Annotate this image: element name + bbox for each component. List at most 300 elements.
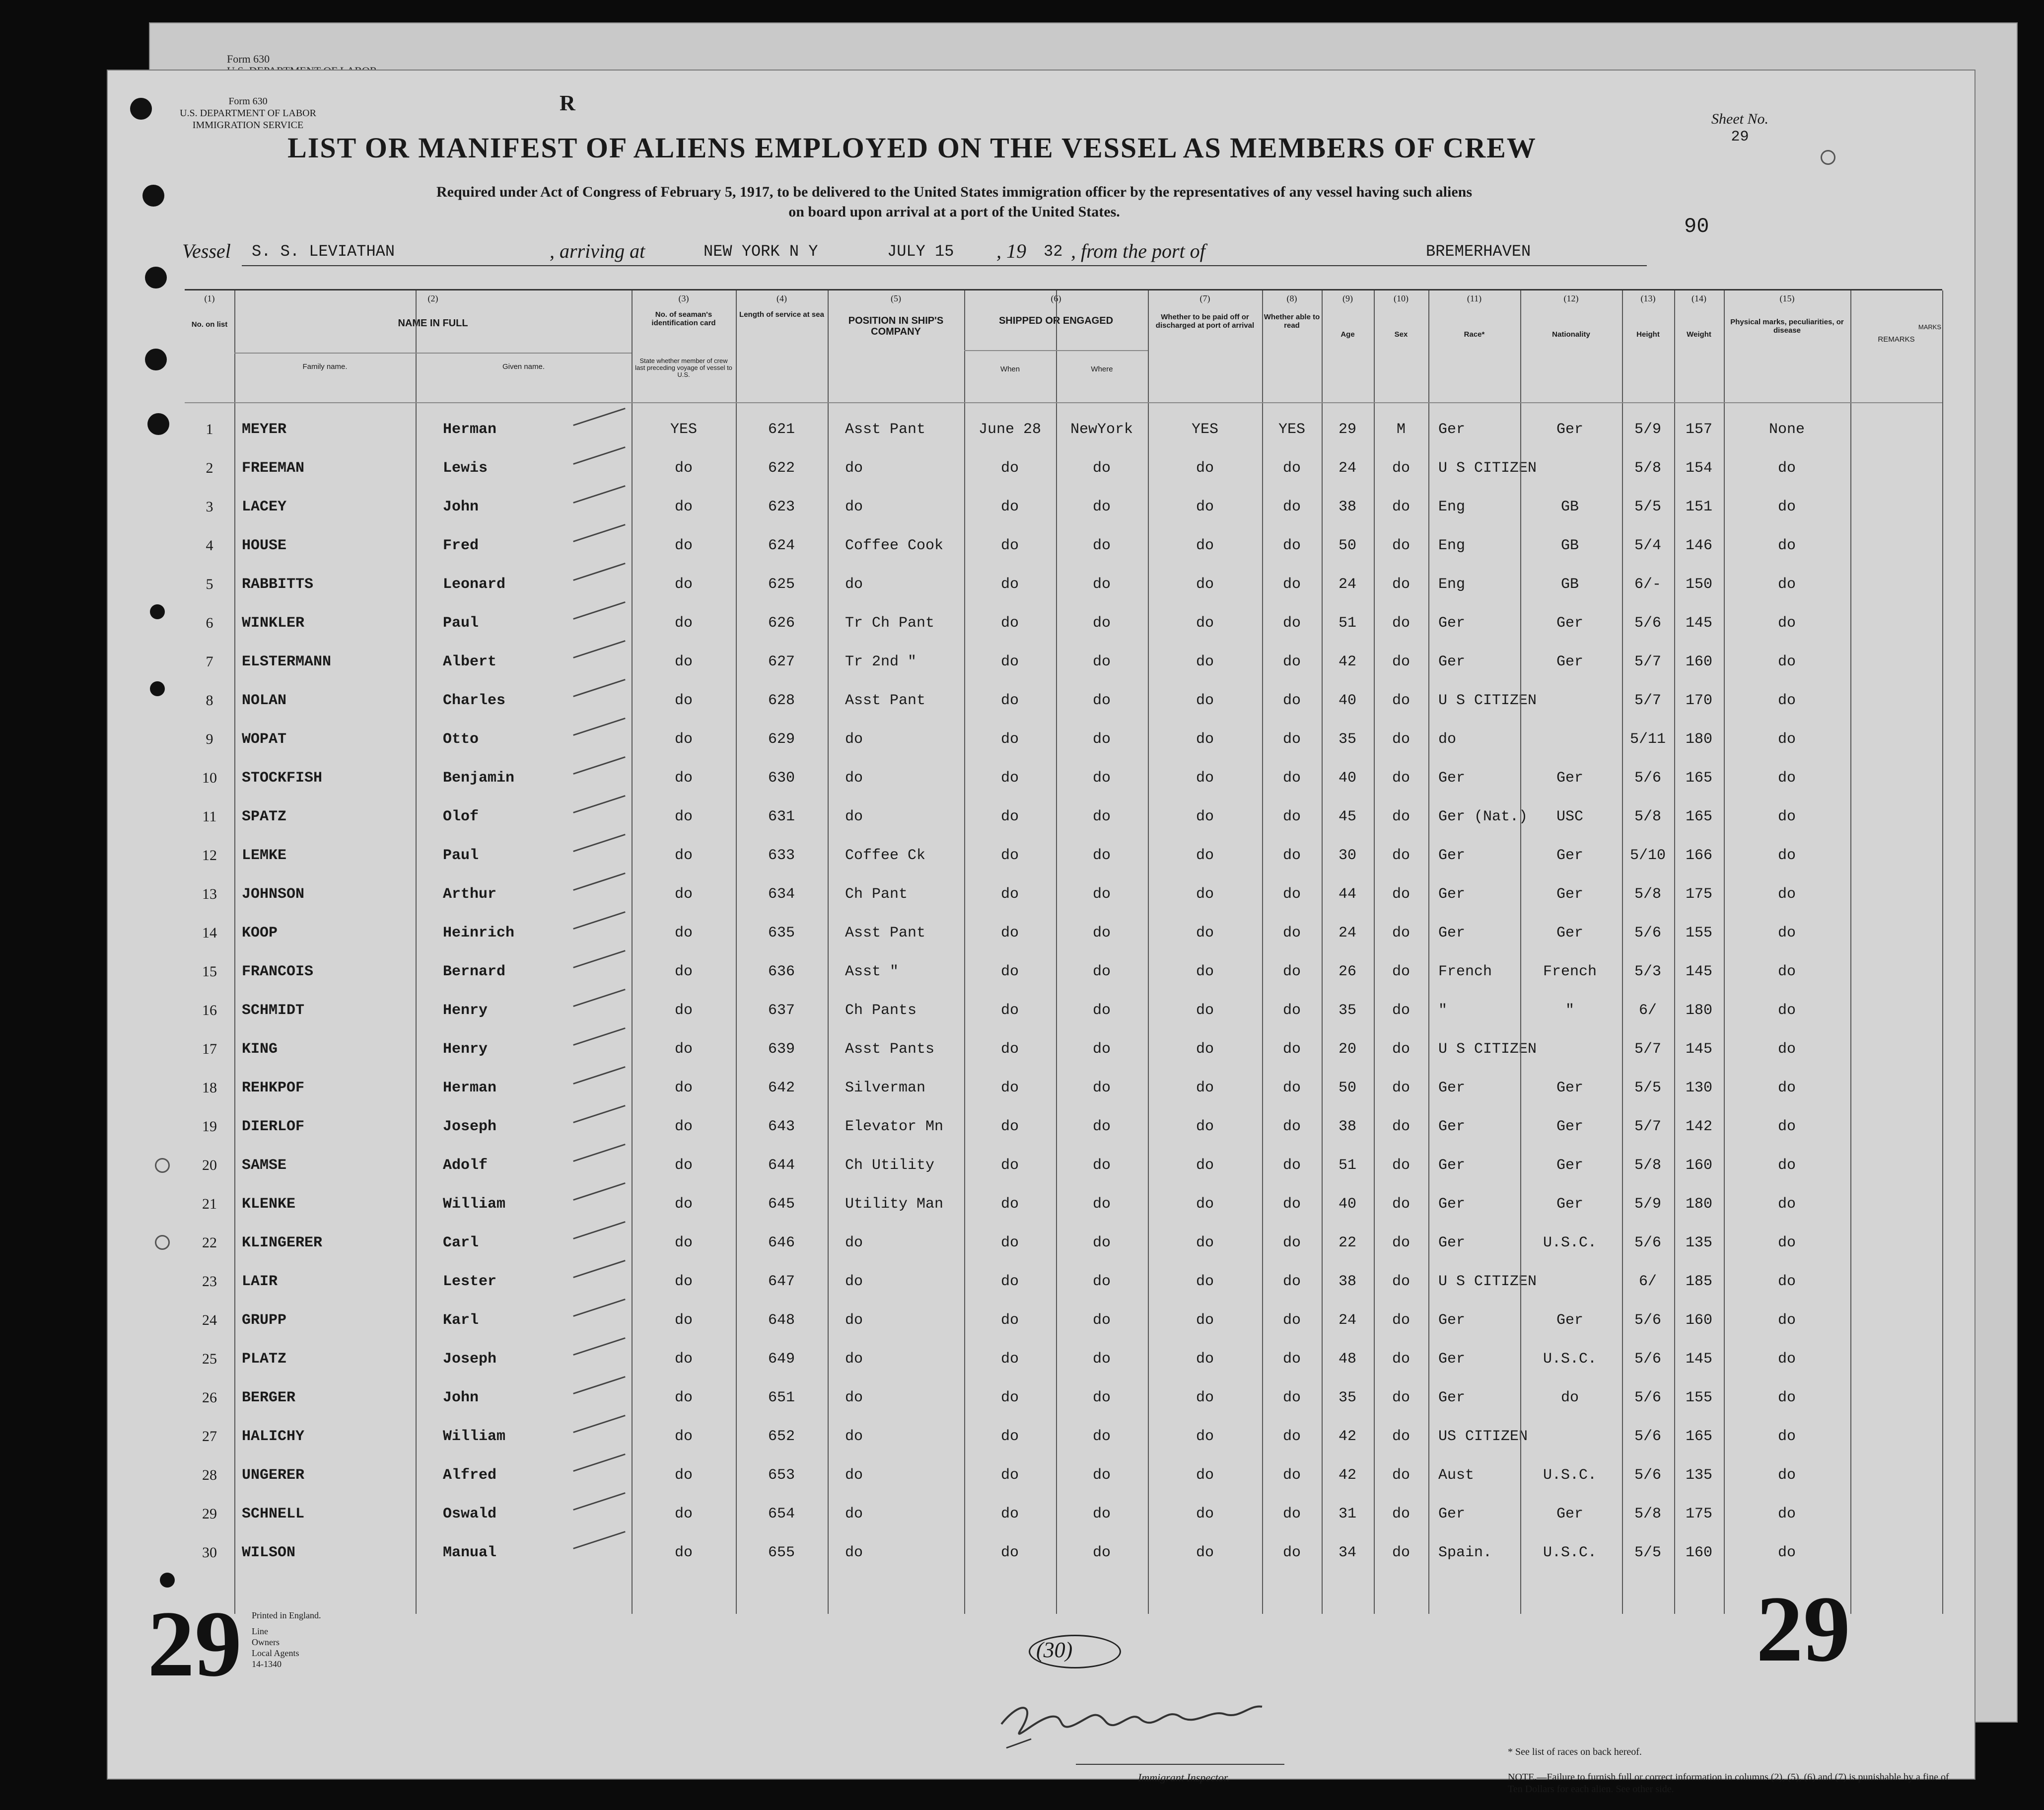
cell-family: KLINGERER	[242, 1234, 323, 1251]
cell-height: 5/7	[1634, 653, 1661, 670]
cell-no: 25	[202, 1351, 217, 1367]
cell-age: 38	[1338, 1118, 1356, 1135]
cell-sex: do	[1392, 886, 1410, 903]
cell-weight: 180	[1685, 1002, 1712, 1019]
cell-race: Ger	[1438, 615, 1466, 632]
cell-seaman: do	[674, 1041, 693, 1058]
table-row	[185, 601, 1942, 637]
cell-seaman: do	[674, 1080, 693, 1096]
cell-race: Ger (Nat.)	[1438, 808, 1528, 825]
cell-nationality: Ger	[1556, 1312, 1583, 1329]
cell-age: 38	[1338, 499, 1356, 515]
cell-read: do	[1282, 692, 1301, 709]
cell-length: 623	[768, 499, 795, 515]
cell-family: SCHMIDT	[242, 1002, 305, 1019]
cell-no: 21	[202, 1196, 217, 1212]
table-row	[185, 1182, 1942, 1218]
sheet-number-value: 29	[1731, 129, 1749, 145]
cell-given: Leonard	[443, 576, 506, 593]
cell-where: do	[1092, 1351, 1111, 1368]
footer-printed-block	[252, 1610, 321, 1669]
cell-read: do	[1282, 847, 1301, 864]
cell-length: 655	[768, 1544, 795, 1561]
cell-position: Utility Man	[845, 1196, 944, 1213]
cell-weight: 165	[1685, 770, 1712, 787]
cell-age: 42	[1338, 1467, 1356, 1484]
cell-no: 3	[206, 499, 213, 515]
table-row	[185, 717, 1942, 753]
cell-sex: do	[1392, 1234, 1410, 1251]
form-number: Form 630	[228, 96, 268, 107]
cell-position: do	[845, 1234, 863, 1251]
cell-where: do	[1092, 963, 1111, 980]
table-row	[185, 1298, 1942, 1334]
binder-hole	[130, 98, 152, 120]
cell-weight: 180	[1685, 1196, 1712, 1213]
cell-family: WILSON	[242, 1544, 296, 1561]
cell-position: do	[845, 1428, 863, 1445]
cell-sex: do	[1392, 1080, 1410, 1096]
cell-where: do	[1092, 808, 1111, 825]
cell-weight: 160	[1685, 1157, 1712, 1174]
cell-when: do	[1000, 1506, 1019, 1522]
column-number: (10)	[1394, 293, 1409, 303]
cell-read: do	[1282, 1273, 1301, 1290]
cell-race: Ger	[1438, 1196, 1466, 1213]
cell-sex: do	[1392, 963, 1410, 980]
cell-physical: do	[1777, 1041, 1796, 1058]
cell-where: do	[1092, 499, 1111, 515]
cell-when: do	[1000, 847, 1019, 864]
cell-read: do	[1282, 731, 1301, 748]
cell-length: 652	[768, 1428, 795, 1445]
service-name: IMMIGRATION SERVICE	[192, 120, 304, 131]
cell-height: 5/6	[1634, 1389, 1661, 1406]
cell-family: LACEY	[242, 499, 287, 515]
cell-weight: 155	[1685, 1389, 1712, 1406]
cell-no: 26	[202, 1389, 217, 1406]
cell-weight: 145	[1685, 963, 1712, 980]
cell-family: BERGER	[242, 1389, 296, 1406]
cell-family: JOHNSON	[242, 886, 305, 903]
cell-height: 5/6	[1634, 1467, 1661, 1484]
manifest-subtitle	[247, 182, 1662, 222]
cell-nationality: Ger	[1556, 1118, 1583, 1135]
cell-seaman: do	[674, 653, 693, 670]
cell-where: do	[1092, 576, 1111, 593]
cell-sex: do	[1392, 1428, 1410, 1445]
column-divider	[1148, 290, 1149, 1614]
table-row	[185, 562, 1942, 598]
header-remarks: REMARKS	[1878, 335, 1915, 344]
binder-hole	[160, 1573, 175, 1588]
header-physical-marks: Physical marks, peculiarities, or disease	[1730, 318, 1844, 335]
cell-physical: do	[1777, 1467, 1796, 1484]
table-row	[185, 1104, 1942, 1141]
cell-weight: 185	[1685, 1273, 1712, 1290]
cell-position: Asst Pant	[845, 421, 926, 438]
column-divider	[736, 290, 737, 1614]
cell-no: 12	[202, 847, 217, 864]
column-divider	[416, 290, 417, 1614]
cell-sex: do	[1392, 1544, 1410, 1561]
cell-family: SAMSE	[242, 1157, 287, 1174]
sheet-number-label: Sheet No.	[1711, 111, 1768, 127]
cell-position: Asst Pant	[845, 692, 926, 709]
cell-given: Arthur	[443, 886, 497, 903]
cell-age: 24	[1338, 576, 1356, 593]
cell-seaman: do	[674, 1506, 693, 1522]
cell-given: Herman	[443, 421, 497, 438]
cell-height: 5/5	[1634, 499, 1661, 515]
line-label: Line	[252, 1626, 268, 1636]
cell-given: Herman	[443, 1080, 497, 1096]
cell-when: do	[1000, 925, 1019, 941]
cell-position: do	[845, 808, 863, 825]
cell-physical: do	[1777, 963, 1796, 980]
cell-paid: do	[1196, 615, 1214, 632]
back-form-number: Form 630	[227, 53, 270, 65]
cell-sex: do	[1392, 1118, 1410, 1135]
cell-read: do	[1282, 537, 1301, 554]
cell-weight: 165	[1685, 808, 1712, 825]
cell-when: do	[1000, 615, 1019, 632]
cell-paid: YES	[1191, 421, 1218, 438]
cell-sex: do	[1392, 1389, 1410, 1406]
cell-length: 636	[768, 963, 795, 980]
cell-physical: do	[1777, 537, 1796, 554]
cell-position: Asst Pant	[845, 925, 926, 941]
cell-seaman: do	[674, 1157, 693, 1174]
cell-no: 1	[206, 421, 213, 437]
cell-where: do	[1092, 1312, 1111, 1329]
cell-seaman: do	[674, 1273, 693, 1290]
table-row	[185, 1453, 1942, 1489]
cell-seaman: do	[674, 1196, 693, 1213]
cell-given: John	[443, 1389, 479, 1406]
binder-hole	[145, 349, 167, 370]
cell-height: 5/6	[1634, 925, 1661, 941]
vessel-name: S. S. LEVIATHAN	[252, 242, 395, 261]
cell-when: do	[1000, 1118, 1019, 1135]
cell-given: Oswald	[443, 1506, 497, 1522]
cell-family: KLENKE	[242, 1196, 296, 1213]
cell-nationality: Ger	[1556, 847, 1583, 864]
cell-sex: do	[1392, 1041, 1410, 1058]
cell-read: do	[1282, 770, 1301, 787]
cell-seaman: do	[674, 1389, 693, 1406]
cell-paid: do	[1196, 1196, 1214, 1213]
header-paid-off: Whether to be paid off or discharged at port of arrival	[1155, 313, 1255, 330]
cell-age: 22	[1338, 1234, 1356, 1251]
header-remarks-edge: MARKS	[1918, 323, 1942, 331]
cell-read: do	[1282, 1312, 1301, 1329]
cell-physical: do	[1777, 1544, 1796, 1561]
cell-read: do	[1282, 1041, 1301, 1058]
cell-age: 40	[1338, 770, 1356, 787]
table-row	[185, 678, 1942, 715]
header-seaman-card: No. of seaman's identification card	[651, 310, 716, 327]
cell-weight: 145	[1685, 1041, 1712, 1058]
cell-family: STOCKFISH	[242, 770, 323, 787]
cell-length: 642	[768, 1080, 795, 1096]
cell-physical: do	[1777, 615, 1796, 632]
table-row	[185, 756, 1942, 792]
cell-age: 40	[1338, 692, 1356, 709]
cell-no: 4	[206, 537, 213, 554]
cell-sex: do	[1392, 692, 1410, 709]
column-divider	[1262, 290, 1263, 1614]
cell-paid: do	[1196, 1273, 1214, 1290]
cell-when: do	[1000, 808, 1019, 825]
cell-where: do	[1092, 460, 1111, 477]
cell-seaman: do	[674, 1118, 693, 1135]
cell-no: 23	[202, 1273, 217, 1290]
cell-height: 5/7	[1634, 692, 1661, 709]
cell-weight: 160	[1685, 1312, 1712, 1329]
cell-nationality: U.S.C.	[1543, 1351, 1597, 1368]
cell-nationality: Ger	[1556, 770, 1583, 787]
cell-family: LEMKE	[242, 847, 287, 864]
cell-sex: do	[1392, 1351, 1410, 1368]
column-number: (1)	[204, 293, 215, 303]
cell-race: Ger	[1438, 1506, 1466, 1522]
cell-when: do	[1000, 499, 1019, 515]
cell-height: 5/8	[1634, 886, 1661, 903]
cell-height: 5/6	[1634, 615, 1661, 632]
cell-nationality: Ger	[1556, 886, 1583, 903]
cell-where: do	[1092, 1080, 1111, 1096]
header-height: Height	[1636, 330, 1660, 339]
cell-nationality: Ger	[1556, 1080, 1583, 1096]
cell-where: do	[1092, 1428, 1111, 1445]
cell-nationality: Ger	[1556, 421, 1583, 438]
table-row	[185, 833, 1942, 869]
cell-position: Ch Utility	[845, 1157, 935, 1174]
header-name-in-full: NAME IN FULL	[398, 318, 468, 329]
cell-given: Paul	[443, 847, 479, 864]
cell-where: do	[1092, 1544, 1111, 1561]
cell-height: 6/	[1638, 1273, 1657, 1290]
cell-when: do	[1000, 1351, 1019, 1368]
cell-read: do	[1282, 460, 1301, 477]
cell-length: 647	[768, 1273, 795, 1290]
cell-read: do	[1282, 1506, 1301, 1522]
cell-race: Ger	[1438, 886, 1466, 903]
column-number: (8)	[1286, 293, 1297, 303]
cell-seaman: do	[674, 1351, 693, 1368]
cell-length: 625	[768, 576, 795, 593]
cell-given: Olof	[443, 808, 479, 825]
cell-physical: do	[1777, 808, 1796, 825]
cell-nationality: Ger	[1556, 1196, 1583, 1213]
manifest-title: LIST OR MANIFEST OF ALIENS EMPLOYED ON THE VESSEL AS MEMBERS OF CREW	[287, 132, 1537, 164]
cell-seaman: do	[674, 1234, 693, 1251]
cell-no: 16	[202, 1002, 217, 1018]
cell-weight: 142	[1685, 1118, 1712, 1135]
cell-length: 653	[768, 1467, 795, 1484]
cell-age: 42	[1338, 1428, 1356, 1445]
header-when: When	[1000, 365, 1020, 373]
cell-weight: 160	[1685, 653, 1712, 670]
cell-paid: do	[1196, 1351, 1214, 1368]
cell-family: PLATZ	[242, 1351, 287, 1368]
cell-where: do	[1092, 847, 1111, 864]
cell-age: 35	[1338, 1002, 1356, 1019]
header-length-of-service: Length of service at sea	[739, 310, 824, 319]
cell-paid: do	[1196, 692, 1214, 709]
column-number: (13)	[1640, 293, 1656, 303]
cell-physical: do	[1777, 847, 1796, 864]
cell-paid: do	[1196, 576, 1214, 593]
cell-when: do	[1000, 886, 1019, 903]
cell-length: 649	[768, 1351, 795, 1368]
cell-seaman: do	[674, 499, 693, 515]
cell-where: do	[1092, 886, 1111, 903]
cell-age: 45	[1338, 808, 1356, 825]
cell-height: 5/6	[1634, 770, 1661, 787]
cell-weight: 165	[1685, 1428, 1712, 1445]
column-divider	[1850, 290, 1851, 1614]
cell-paid: do	[1196, 925, 1214, 941]
header-no-on-list: No. on list	[191, 320, 228, 329]
table-row	[185, 988, 1942, 1024]
cell-height: 5/9	[1634, 1196, 1661, 1213]
cell-where: do	[1092, 925, 1111, 941]
header-sex: Sex	[1394, 330, 1408, 339]
cell-sex: do	[1392, 1157, 1410, 1174]
cell-height: 5/9	[1634, 421, 1661, 438]
cell-position: do	[845, 1312, 863, 1329]
cell-age: 42	[1338, 653, 1356, 670]
cell-age: 48	[1338, 1351, 1356, 1368]
cell-read: do	[1282, 499, 1301, 515]
cell-physical: do	[1777, 499, 1796, 515]
column-divider	[1942, 290, 1943, 1614]
header-age: Age	[1340, 330, 1355, 339]
column-divider	[234, 290, 235, 1614]
cell-physical: do	[1777, 1273, 1796, 1290]
cell-seaman: do	[674, 460, 693, 477]
cell-sex: do	[1392, 615, 1410, 632]
cell-physical: do	[1777, 1351, 1796, 1368]
cell-position: Ch Pants	[845, 1002, 917, 1019]
cell-seaman: YES	[670, 421, 697, 438]
cell-position: do	[845, 576, 863, 593]
vessel-label: Vessel	[182, 240, 231, 262]
cell-family: FREEMAN	[242, 460, 305, 477]
cell-where: do	[1092, 1273, 1111, 1290]
manifest-sheet	[107, 70, 1975, 1795]
cell-race: Ger	[1438, 1389, 1466, 1406]
cell-no: 22	[202, 1234, 217, 1251]
departure-port: BREMERHAVEN	[1426, 242, 1531, 261]
cell-physical: do	[1777, 731, 1796, 748]
cell-sex: do	[1392, 1002, 1410, 1019]
cell-given: Paul	[443, 615, 479, 632]
cell-height: 5/6	[1634, 1312, 1661, 1329]
table-row	[185, 1492, 1942, 1528]
cell-sex: do	[1392, 1506, 1410, 1522]
table-row	[185, 949, 1942, 986]
subtitle-line-2: on board upon arrival at a port of the United States.	[788, 204, 1120, 220]
table-row	[185, 407, 1942, 443]
cell-family: WOPAT	[242, 731, 287, 748]
header-rule	[185, 402, 1942, 403]
cell-length: 646	[768, 1234, 795, 1251]
cell-nationality: USC	[1556, 808, 1583, 825]
cell-when: do	[1000, 1234, 1019, 1251]
cell-when: June 28	[978, 421, 1042, 438]
cell-where: do	[1092, 1234, 1111, 1251]
cell-height: 5/3	[1634, 963, 1661, 980]
cell-when: do	[1000, 460, 1019, 477]
cell-family: WINKLER	[242, 615, 305, 632]
cell-nationality: "	[1565, 1002, 1574, 1019]
column-number: (4)	[776, 293, 787, 303]
arrival-port: NEW YORK N Y	[704, 242, 818, 261]
cell-where: do	[1092, 1467, 1111, 1484]
header-where: Where	[1091, 365, 1113, 373]
inspector-signature	[991, 1689, 1269, 1749]
cell-read: do	[1282, 925, 1301, 941]
cell-read: do	[1282, 1118, 1301, 1135]
cell-when: do	[1000, 1312, 1019, 1329]
cell-given: Joseph	[443, 1118, 497, 1135]
column-divider	[1322, 290, 1323, 1614]
inspector-label: Immigrant Inspector.	[1138, 1771, 1230, 1784]
cell-weight: 145	[1685, 615, 1712, 632]
cell-given: Charles	[443, 692, 506, 709]
table-row	[185, 446, 1942, 482]
cell-weight: 145	[1685, 1351, 1712, 1368]
cell-length: 634	[768, 886, 795, 903]
cell-weight: 151	[1685, 499, 1712, 515]
cell-no: 27	[202, 1428, 217, 1445]
column-number: (9)	[1342, 293, 1353, 303]
cell-seaman: do	[674, 615, 693, 632]
cell-read: do	[1282, 576, 1301, 593]
cell-race: US CITIZEN	[1438, 1428, 1528, 1445]
cell-paid: do	[1196, 847, 1214, 864]
cell-nationality: U.S.C.	[1543, 1234, 1597, 1251]
cell-when: do	[1000, 576, 1019, 593]
owners-label: Owners	[252, 1637, 280, 1647]
cell-given: Carl	[443, 1234, 479, 1251]
cell-physical: do	[1777, 576, 1796, 593]
cell-given: Karl	[443, 1312, 479, 1329]
header-position: POSITION IN SHIP'S COMPANY	[848, 315, 944, 337]
column-number: (7)	[1199, 293, 1210, 303]
cell-no: 30	[202, 1544, 217, 1561]
cell-given: Manual	[443, 1544, 497, 1561]
cell-paid: do	[1196, 460, 1214, 477]
cell-read: do	[1282, 963, 1301, 980]
cell-weight: 130	[1685, 1080, 1712, 1096]
cell-paid: do	[1196, 1080, 1214, 1096]
cell-paid: do	[1196, 1312, 1214, 1329]
cell-read: YES	[1278, 421, 1305, 438]
cell-sex: do	[1392, 653, 1410, 670]
column-number: (3)	[678, 293, 689, 303]
sheet-number-large-left: 29	[147, 1592, 242, 1696]
cell-family: HOUSE	[242, 537, 287, 554]
cell-position: Coffee Cook	[845, 537, 944, 554]
cell-position: do	[845, 731, 863, 748]
cell-given: Albert	[443, 653, 497, 670]
cell-physical: do	[1777, 460, 1796, 477]
cell-where: NewYork	[1070, 421, 1133, 438]
